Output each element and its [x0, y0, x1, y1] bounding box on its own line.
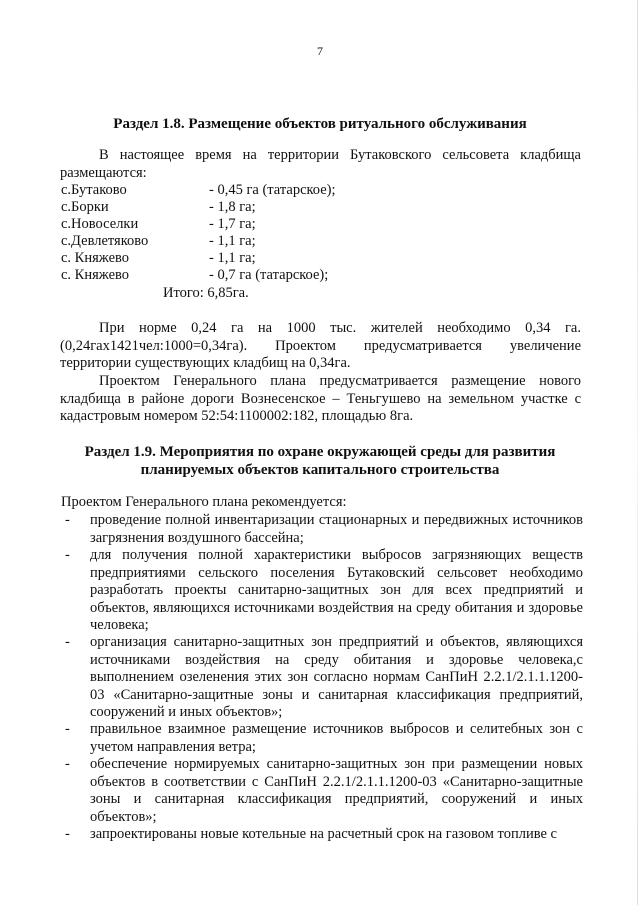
- recommendation-item: [62, 547, 583, 635]
- dash-bullet: -: [65, 547, 70, 563]
- section-1-8-norm-paragraph: При норме 0,24 га на 1000 тыс. жителей необходимо 0,34 га. (0,24гах1421чел:1000=0,34га). Проектом предусматривается увеличение территории существующих кладбищ на 0,34га.: [60, 320, 581, 372]
- cemetery-place: с.Борки: [61, 199, 109, 215]
- cemetery-total: Итого: 6,85га.: [163, 285, 249, 301]
- section-1-9-title-line-2: планируемых объектов капитального строительства: [140, 462, 500, 478]
- recommendation-text: правильное взаимное размещение источников выбросов и селитебных зон с учетом направления ветра;: [90, 721, 583, 755]
- cemetery-area: - 0,7 га (татарское);: [209, 267, 329, 283]
- recommendation-text: запроектированы новые котельные на расчетный срок на газовом топливе с: [90, 826, 557, 842]
- dash-bullet: -: [65, 634, 70, 650]
- recommendation-item: [62, 721, 583, 756]
- cemetery-place: с.Девлетяково: [61, 233, 149, 249]
- section-1-8-plan-paragraph: Проектом Генерального плана предусматривается размещение нового кладбища в районе дороги Вознесенское – Теньгушево на земельном участке с кадастровым номером 52:54:1100002:182, площадью 8га.: [60, 373, 581, 425]
- cemetery-area: - 1,7 га;: [209, 216, 256, 232]
- cemetery-area: - 1,1 га;: [209, 233, 256, 249]
- recommendation-text: для получения полной характеристики выбросов загрязняющих веществ предприятиями сельского поселения Бутаковский сельсовет необходимо разработать проекты санитарно-защитных зон для всех предприятий и объектов, являющихся источниками воздействия на среду обитания и здоровье человека;: [90, 547, 583, 634]
- recommendation-text: проведение полной инвентаризации стационарных и передвижных источников загрязнения воздушного бассейна;: [90, 512, 583, 546]
- cemetery-area: - 1,1 га;: [209, 250, 256, 266]
- cemetery-place: с. Княжево: [61, 267, 130, 283]
- cemetery-place: с.Новоселки: [61, 216, 139, 232]
- recommendation-item: [62, 756, 583, 826]
- recommendation-text: обеспечение нормируемых санитарно-защитных зон при размещении новых объектов в соответствии с СанПиН 2.2.1/2.1.1.1200-03 «Санитарно-защитные зоны и санитарная классификация предприятий, сооружений и иных объектов»;: [90, 756, 583, 825]
- recommendation-item: [62, 512, 583, 547]
- section-1-8-title: Раздел 1.8. Размещение объектов ритуального обслуживания: [113, 116, 527, 132]
- cemetery-area: - 1,8 га;: [209, 199, 256, 215]
- cemetery-area: - 0,45 га (татарское);: [209, 182, 336, 198]
- dash-bullet: -: [65, 756, 70, 772]
- dash-bullet: -: [65, 721, 70, 737]
- cemetery-place: с.Бутаково: [61, 182, 127, 198]
- section-1-9-intro: Проектом Генерального плана рекомендуется:: [61, 494, 347, 510]
- section-1-9-title-line-1: Раздел 1.9. Мероприятия по охране окружающей среды для развития: [84, 444, 556, 460]
- section-1-8-intro: В настоящее время на территории Бутаковского сельсовета кладбища размещаются:: [60, 147, 581, 181]
- dash-bullet: -: [65, 512, 70, 528]
- recommendation-item: [62, 826, 583, 844]
- cemetery-place: с. Княжево: [61, 250, 130, 266]
- recommendation-item: [62, 634, 583, 722]
- dash-bullet: -: [65, 826, 70, 842]
- page-number: 7: [317, 44, 323, 58]
- recommendation-text: организация санитарно-защитных зон предприятий и объектов, являющихся источниками воздействия на среду обитания и здоровье человека,с выполнением озеленения этих зон согласно нормам СанПиН 2.2.1/2.1.1.1200-03 «Санитарно-защитные зоны и санитарная классификация предприятий, сооружений и иных объектов»;: [90, 634, 583, 721]
